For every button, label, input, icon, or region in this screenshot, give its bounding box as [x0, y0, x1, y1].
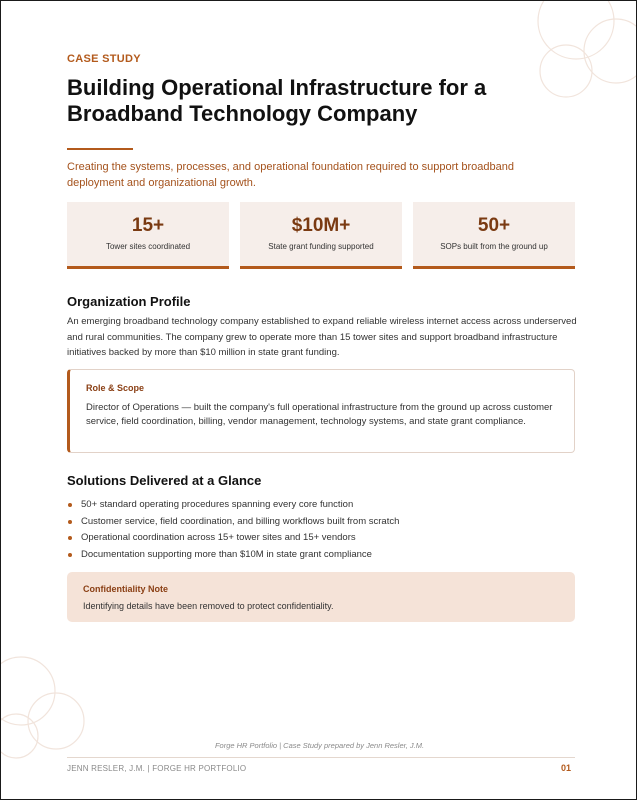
bullet-dot-icon	[68, 553, 72, 557]
stat-value: 50+	[477, 215, 511, 236]
list-item	[67, 514, 567, 531]
stat-value: $10M+	[291, 215, 351, 236]
eyebrow-label: CASE STUDY	[67, 53, 141, 65]
list-item	[67, 547, 567, 564]
page-subtitle: Creating the systems, processes, and operational foundation required to support broadband deployment and organizational growth.	[67, 161, 515, 189]
organization-profile-text: An emerging broadband technology company established to expand reliable wireless internet access across underserved and rural communities. The company grew to operate more than 15 tower sites and support broadband infrastructure initiatives backed by more than $10 million in state grant funding.	[67, 316, 577, 358]
list-item-text: Documentation supporting more than $10M in state grant compliance	[81, 548, 372, 560]
stat-label: SOPs built from the ground up	[440, 242, 548, 251]
bullet-dot-icon	[68, 503, 72, 507]
decorative-circles-bottom	[0, 651, 111, 771]
bullet-dot-icon	[68, 536, 72, 540]
organization-profile-heading: Organization Profile	[67, 294, 191, 309]
stat-label: State grant funding supported	[268, 242, 374, 251]
role-scope-text: Director of Operations — built the company's full operational infrastructure from the ground up across customer service, field coordination, billing, vendor management, technology systems, and state grant compliance.	[86, 402, 553, 427]
title-divider	[67, 148, 133, 150]
list-item-text: Customer service, field coordination, and billing workflows built from scratch	[81, 515, 400, 527]
solutions-list	[67, 497, 567, 563]
footer-divider	[67, 757, 575, 758]
role-scope-callout	[67, 369, 575, 453]
stat-value: 15+	[131, 215, 165, 236]
page-title: Building Operational Infrastructure for a Broadband Technology Company	[67, 75, 487, 126]
bullet-dot-icon	[68, 520, 72, 524]
list-item	[67, 530, 567, 547]
solutions-heading: Solutions Delivered at a Glance	[67, 473, 262, 488]
footer-author: JENN RESLER, J.M. | FORGE HR PORTFOLIO	[67, 764, 247, 773]
stat-card	[67, 202, 229, 269]
confidentiality-text: Identifying details have been removed to protect confidentiality.	[83, 601, 334, 611]
stats-row	[67, 202, 575, 269]
footer-note: Forge HR Portfolio | Case Study prepared by Jenn Resler, J.M.	[214, 741, 425, 750]
confidentiality-title: Confidentiality Note	[83, 584, 168, 594]
stat-card	[413, 202, 575, 269]
list-item-text: Operational coordination across 15+ tower sites and 15+ vendors	[81, 532, 356, 543]
list-item	[67, 497, 567, 514]
list-item-text: 50+ standard operating procedures spanning every core function	[81, 499, 354, 510]
confidentiality-note	[67, 572, 575, 622]
page-number: 01	[561, 763, 572, 773]
stat-card	[240, 202, 402, 269]
stat-label: Tower sites coordinated	[105, 242, 191, 251]
role-scope-title: Role & Scope	[86, 383, 145, 393]
